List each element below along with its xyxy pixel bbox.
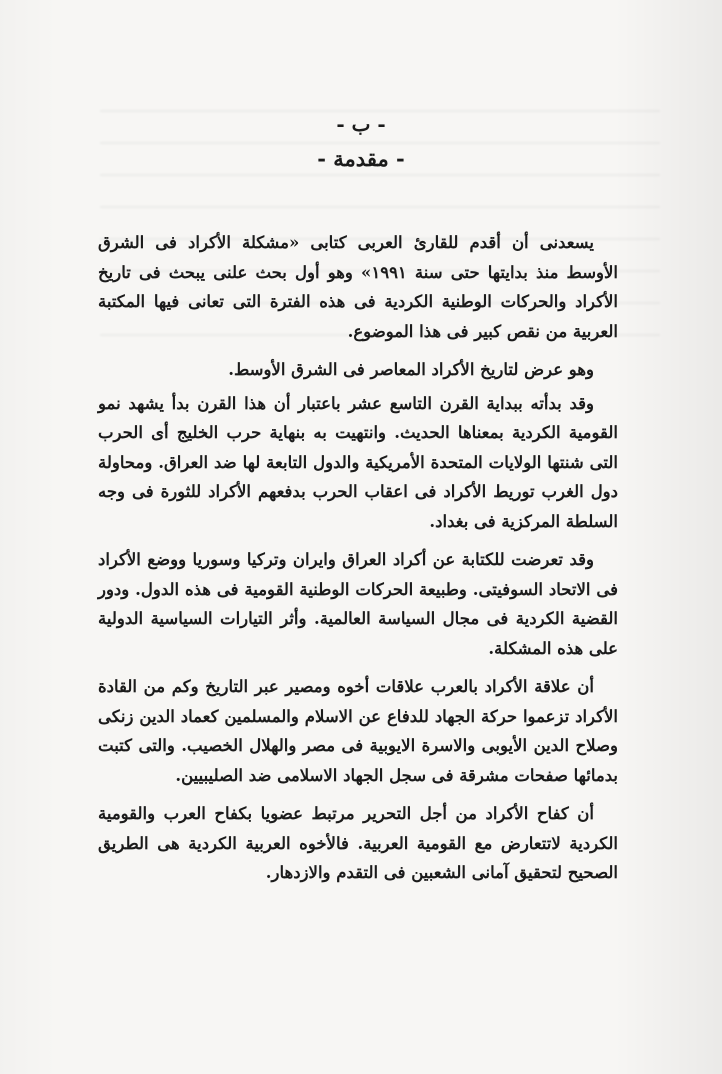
paragraph-5: أن علاقة الأكراد بالعرب علاقات أخوه ومصير عبر التاريخ وكم من القادة الأكراد تزعموا حركة الجهاد للدفاع عن الاسلام والمسلمين كعماد الدين زنكى وصلاح الدين الأيوبى والاسرة الايوبية فى مصر والهلال الخصيب. والتى كتبت بدمائها صفحات مشرقة فى سجل الجهاد الاسلامى ضد الصليبيين. — [98, 677, 618, 785]
paragraph-3: وقد بدأته ببداية القرن التاسع عشر باعتبار أن هذا القرن بدأ يشهد نمو القومية الكردية بمعناها الحديث. وانتهيت به بنهاية حرب الخليج أى الحرب التى شنتها الولايات المتحدة الأمريكية والدول التابعة لها ضد العراق. ومحاولة دول الغرب توريط الأكراد فى اعقاب الحرب بدفعهم الأكراد للثورة فى وجه السلطة المركزية فى بغداد. — [98, 393, 618, 531]
paragraph-6: أن كفاح الأكراد من أجل التحرير مرتبط عضويا بكفاح العرب والقومية الكردية لاتتعارض مع القومية العربية. فالأخوه العربية الكردية هى الطريق الصحيح لتحقيق آمانى الشعبين فى التقدم والازدهار. — [98, 804, 618, 882]
section-heading: - مقدمة - — [317, 146, 405, 171]
body-text — [98, 228, 618, 897]
paragraph-1: يسعدنى أن أقدم للقارئ العربى كتابى «مشكلة الأكراد فى الشرق الأوسط منذ بدايتها حتى سنة ١٩٩١» وهو أول بحث علنى يبحث فى تاريخ الأكراد والحركات الوطنية الكردية فى هذه الفترة التى تعانى فيها المكتبة العربية من نقص كبير فى هذا الموضوع. — [98, 233, 618, 341]
page-number: - ب - — [336, 112, 386, 136]
paragraph-4: وقد تعرضت للكتابة عن أكراد العراق وايران وتركيا وسوريا ووضع الأكراد فى الاتحاد السوفيتى. وطبيعة الحركات الوطنية القومية فى هذه الدول. ودور القضية الكردية فى مجال السياسة العالمية. وأثر التيارات السياسية الدولية على هذه المشكلة. — [98, 550, 618, 658]
paragraph-2: وهو عرض لتاريخ الأكراد المعاصر فى الشرق الأوسط. — [228, 360, 594, 379]
